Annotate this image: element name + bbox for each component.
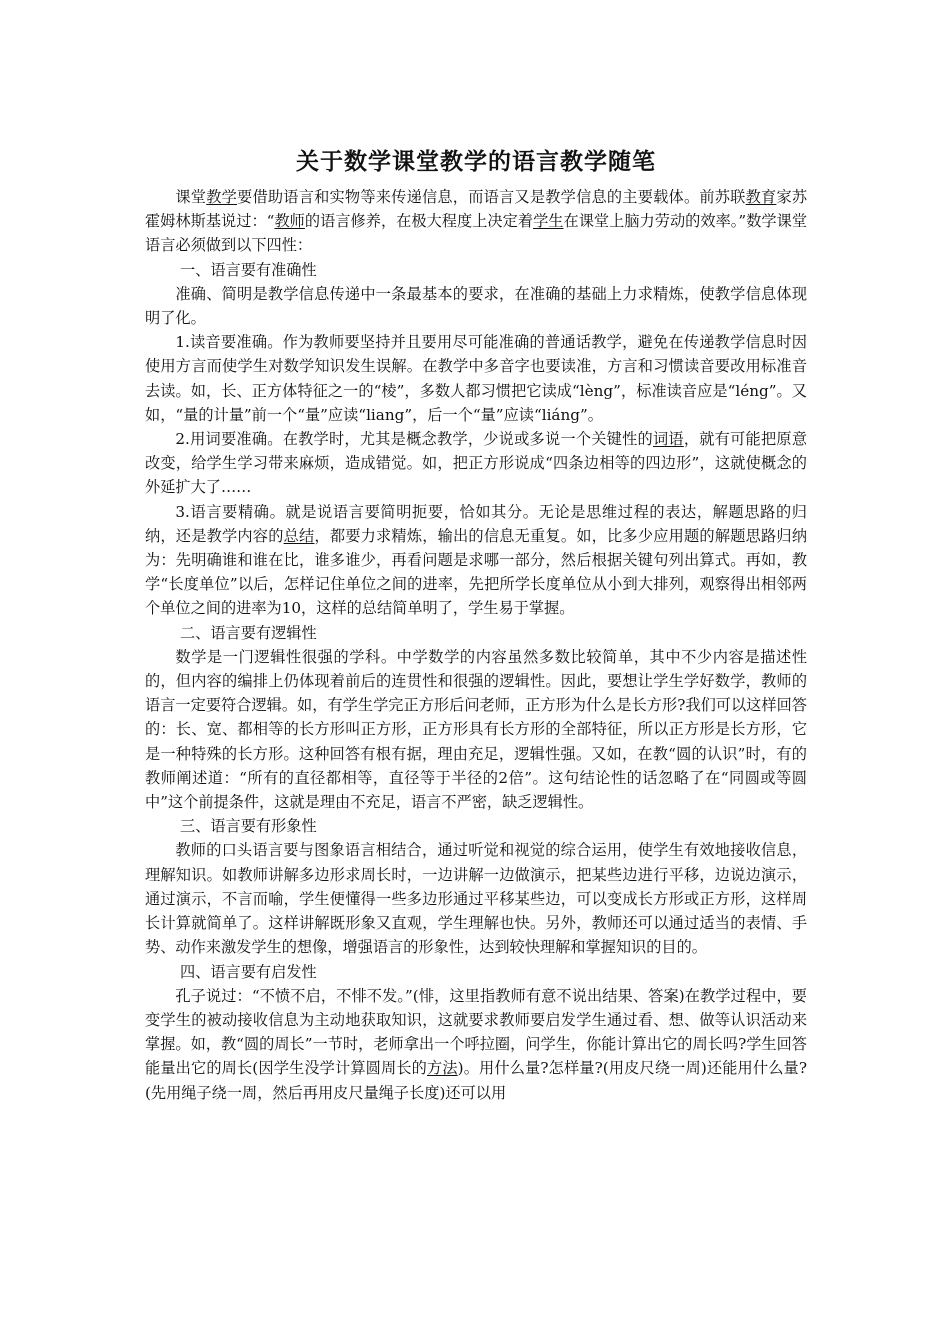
paragraph: 准确、简明是教学信息传递中一条最基本的要求，在准确的基础上力求精炼，使教学信息体现明了化。 (145, 284, 807, 328)
link-student[interactable]: 学生 (533, 212, 564, 231)
section-heading-inspiration: 四、语言要有启发性 (179, 962, 317, 981)
document-title: 关于数学课堂教学的语言教学随笔 (296, 148, 656, 175)
section-heading-logic: 二、语言要有逻辑性 (179, 623, 317, 642)
paragraph: 1.读音要准确。作为教师要坚持并且要用尽可能准确的普通话教学，避免在传递教学信息时因使用方言而使学生对数学知识发生误解。在教学中多音字也要读准，方言和习惯读音要改用标准音去读。如，长、正方体特征之一的“棱”，多数人都习惯把它读成“lèng”，标准读音应是“léng”。又如，“量的计量”前一个“量”应读“liang”，后一个“量”应读“liáng”。 (145, 333, 807, 424)
paragraph: 2.用词要准确。在教学时，尤其是概念教学，少说或多说一个关键性的词语，就有可能把原意改变，给学生学习带来麻烦，造成错觉。如，把正方形说成“四条边相等的四边形”，这就使概念的外延扩大了…… (145, 430, 808, 497)
intro-paragraph: 课堂教学要借助语言和实物等来传递信息，而语言又是教学信息的主要载体。前苏联教育家苏霍姆林斯基说过：“教师的语言修养，在极大程度上决定着学生在课堂上脑力劳动的效率。”数学课堂语言必须做到以下四性： (145, 188, 808, 255)
link-method[interactable]: 方法 (426, 1059, 458, 1078)
link-teaching[interactable]: 教学 (206, 188, 238, 206)
paragraph: 孔子说过：“不愤不启，不悱不发。”(悱，这里指教师有意不说出结果、答案)在教学过程中，要变学生的被动接收信息为主动地获取知识，这就要求教师要启发学生通过看、想、做等认识活动来掌握。如，教“圆的周长”一节时，老师拿出一个呼拉圈，问学生，你能计算出它的周长吗?学生回答能量出它的周长(因学生没学计算圆周长的方法)。用什么量?怎样量?(用皮尺绕一周)还能用什么量?(先用绳子绕一周，然后再用皮尺量绳子长度)还可以用 (145, 986, 807, 1102)
section-heading-accuracy: 一、语言要有准确性 (179, 260, 317, 279)
link-teacher[interactable]: 教师 (274, 212, 305, 231)
paragraph: 3.语言要精确。就是说语言要简明扼要，恰如其分。无论是思维过程的表达，解题思路的归纳，还是教学内容的总结，都要力求精炼，输出的信息无重复。如，比多少应用题的解题思路归纳为：先明确谁和谁在比，谁多谁少，再看问题是求哪一部分，然后根据关键句列出算式。再如，教学“长度单位”以后，怎样记住单位之间的进率，先把所学长度单位从小到大排列，观察得出相邻两个单位之间的进率为10，这样的总结简单明了，学生易于掌握。 (145, 502, 808, 618)
document-page (145, 147, 807, 1105)
section-heading-imagery: 三、语言要有形象性 (179, 817, 317, 836)
link-summary[interactable]: 总结 (283, 526, 315, 545)
paragraph: 教师的口头语言要与图象语言相结合，通过听觉和视觉的综合运用，使学生有效地接收信息，理解知识。如教师讲解多边形求周长时，一边讲解一边做演示，把某些边进行平移，边说边演示，通过演示，不言而喻，学生便懂得一些多边形通过平移某些边，可以变成长方形或正方形，这样周长计算就简单了。这样讲解既形象又直观，学生理解也快。另外，教师还可以通过适当的表情、手势、动作来激发学生的想像，增强语言的形象性，达到较快理解和掌握知识的目的。 (145, 841, 807, 957)
link-education[interactable]: 教育 (745, 188, 777, 206)
paragraph: 数学是一门逻辑性很强的学科。中学数学的内容虽然多数比较简单，其中不少内容是描述性的，但内容的编排上仍体现着前后的连贯性和很强的逻辑性。因此，要想让学生学好数学，教师的语言一定要符合逻辑。如，有学生学完正方形后问老师，正方形为什么是长方形?我们可以这样回答的：长、宽、都相等的长方形叫正方形，正方形具有长方形的全部特征，所以正方形是长方形，它是一种特殊的长方形。这种回答有根有据，理由充足，逻辑性强。又如，在教“圆的认识”时，有的教师阐述道：“所有的直径都相等，直径等于半径的2倍”。这句结论性的话忽略了在“同圆或等圆中”这个前提条件，这就是理由不充足，语言不严密，缺乏逻辑性。 (145, 647, 807, 812)
link-words[interactable]: 词语 (652, 430, 684, 449)
